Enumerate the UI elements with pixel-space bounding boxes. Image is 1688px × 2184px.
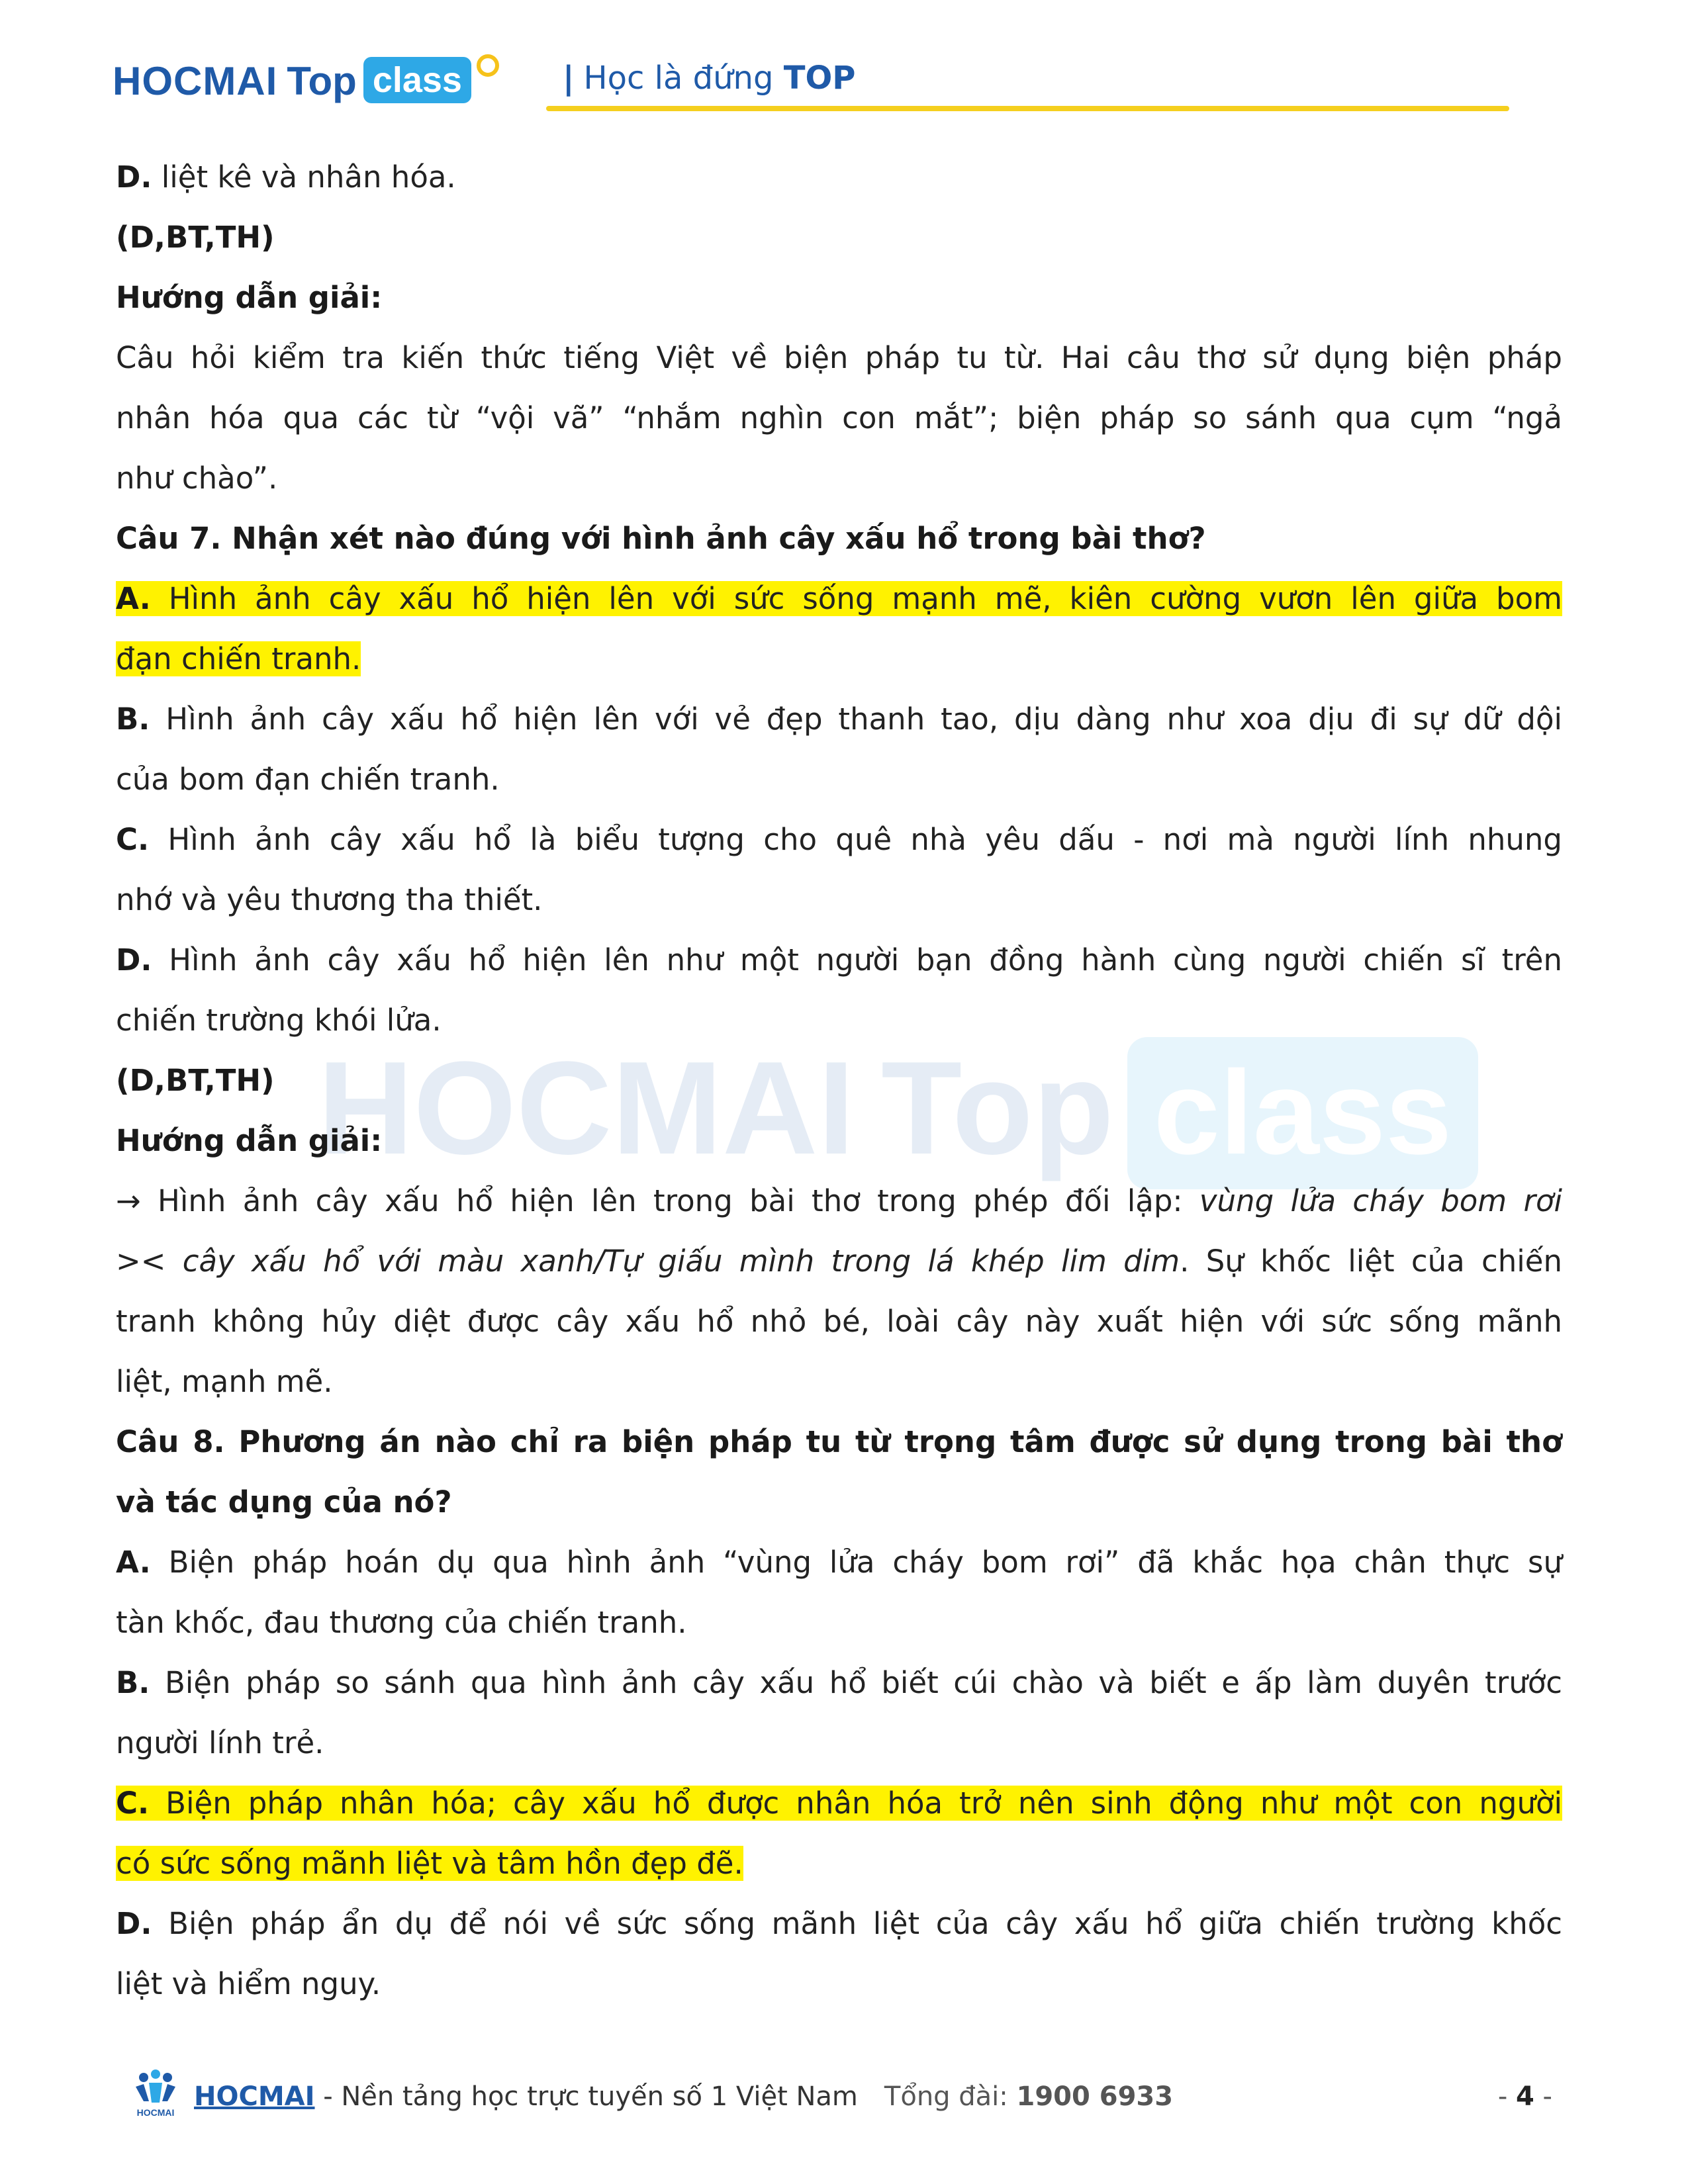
hotline-number: 1900 6933 <box>1016 2081 1174 2112</box>
solution-text: Câu hỏi kiểm tra kiến thức tiếng Việt về biện pháp tu từ. Hai câu thơ sử dụng biện pháp <box>116 340 1562 375</box>
solution-text <box>116 1171 1562 1231</box>
page-number-value: 4 <box>1516 2081 1534 2112</box>
q8-option-a-cont: tàn khốc, đau thương của chiến tranh. <box>116 1605 687 1640</box>
q8-option-b-cont: người lính trẻ. <box>116 1725 324 1760</box>
watermark-hocmai: HOCMAI <box>318 1034 855 1182</box>
option-text: Hình ảnh cây xấu hổ hiện lên với sức sống mạnh mẽ, kiên cường vươn lên giữa bom <box>150 581 1562 616</box>
footer-tagline-text: - Nền tảng học trực tuyến số 1 Việt Nam <box>314 2081 858 2112</box>
page-number-prefix: - <box>1497 2081 1516 2112</box>
option-label: B. <box>116 1665 150 1700</box>
solution-text: tranh không hủy diệt được cây xấu hổ nhỏ bé, loài cây này xuất hiện với sức sống mãnh <box>116 1304 1562 1339</box>
watermark-top: Top <box>881 1034 1114 1182</box>
footer-brand-link[interactable]: HOCMAI <box>194 2081 315 2112</box>
sun-icon <box>477 54 499 77</box>
hocmai-topclass-logo <box>113 58 471 111</box>
q8-option-b <box>116 1653 1562 1713</box>
logo-hocmai-text: HOCMAI <box>113 59 278 103</box>
option-text: có sức sống mãnh liệt và tâm hồn đẹp đẽ. <box>116 1846 743 1881</box>
solution-text: như chào”. <box>116 461 278 496</box>
logo-top-text: Top <box>287 59 357 103</box>
q7-option-a-cont <box>116 629 1562 689</box>
page-header <box>113 40 1509 119</box>
option-label: A. <box>116 1545 151 1580</box>
q7-option-b-cont: của bom đạn chiến tranh. <box>116 762 500 797</box>
option-label: C. <box>116 822 150 857</box>
question-7: Câu 7. Nhận xét nào đúng với hình ảnh cây xấu hổ trong bài thơ? <box>116 521 1206 556</box>
option-text: đạn chiến tranh. <box>116 641 361 676</box>
option-label: D. <box>116 1906 152 1941</box>
option-label: A. <box>116 581 151 616</box>
q7-option-a <box>116 569 1562 629</box>
option-text: Hình ảnh cây xấu hổ hiện lên với vẻ đẹp thanh tao, dịu dàng như xoa dịu đi sự dữ dội <box>150 702 1562 737</box>
difficulty-tag: (D,BT,TH) <box>116 220 275 255</box>
solution-text: nhân hóa qua các từ “vội vã” “nhắm nghìn con mắt”; biện pháp so sánh qua cụm “ngả <box>116 400 1562 435</box>
solution-text-part: → Hình ảnh cây xấu hổ hiện lên trong bài thơ trong phép đối lập: <box>116 1183 1199 1218</box>
watermark-class: class <box>1127 1037 1478 1189</box>
solution-heading: Hướng dẫn giải: <box>116 1123 383 1158</box>
option-d-prev <box>116 147 1562 207</box>
solution-italic-quote: vùng lửa cháy bom rơi <box>1199 1183 1562 1218</box>
logo-class-badge: class <box>363 57 471 103</box>
page-footer <box>129 2068 1552 2128</box>
q8-option-c-cont <box>116 1833 1562 1893</box>
q7-option-d-cont: chiến trường khói lửa. <box>116 1003 442 1038</box>
q8-option-c <box>116 1773 1562 1833</box>
q7-option-c-cont: nhớ và yêu thương tha thiết. <box>116 882 543 917</box>
slogan-text: Học là đứng <box>583 60 774 97</box>
solution-heading: Hướng dẫn giải: <box>116 280 383 315</box>
solution-italic-quote: cây xấu hổ với màu xanh/Tự giấu mình trong lá khép lim dim <box>165 1244 1180 1279</box>
page-number <box>1498 2081 1552 2112</box>
difficulty-tag: (D,BT,TH) <box>116 1063 275 1098</box>
solution-text <box>116 1231 1562 1291</box>
q7-option-d <box>116 930 1562 990</box>
option-label: D. <box>116 942 152 978</box>
solution-text: liệt, mạnh mẽ. <box>116 1364 333 1399</box>
option-text: Biện pháp nhân hóa; cây xấu hổ được nhân hóa trở nên sinh động như một con người <box>149 1786 1562 1821</box>
slogan-top: TOP <box>783 60 856 97</box>
question-8: Câu 8. Phương án nào chỉ ra biện pháp tu từ trọng tâm được sử dụng trong bài thơ <box>116 1424 1562 1459</box>
header-underline <box>546 106 1509 111</box>
hocmai-people-icon <box>129 2068 182 2121</box>
question-8-cont: và tác dụng của nó? <box>116 1484 452 1520</box>
option-text: Biện pháp ẩn dụ để nói về sức sống mãnh liệt của cây xấu hổ giữa chiến trường khốc <box>152 1906 1562 1941</box>
solution-text-part: >< <box>116 1244 166 1279</box>
header-slogan <box>563 60 855 97</box>
q8-option-a <box>116 1532 1562 1592</box>
document-body <box>116 147 1562 2014</box>
q8-option-d <box>116 1893 1562 1954</box>
q7-option-b <box>116 689 1562 749</box>
option-text: Biện pháp so sánh qua hình ảnh cây xấu hổ biết cúi chào và biết e ấp làm duyên trước <box>150 1665 1562 1700</box>
hotline-label: Tổng đài: <box>884 2081 1017 2112</box>
option-text: liệt kê và nhân hóa. <box>152 159 456 195</box>
option-text: Hình ảnh cây xấu hổ là biểu tượng cho quê nhà yêu dấu - nơi mà người lính nhung <box>149 822 1562 857</box>
option-label: B. <box>116 702 150 737</box>
option-text: Biện pháp hoán dụ qua hình ảnh “vùng lửa cháy bom rơi” đã khắc họa chân thực sự <box>150 1545 1562 1580</box>
option-text: Hình ảnh cây xấu hổ hiện lên như một người bạn đồng hành cùng người chiến sĩ trên <box>152 942 1562 978</box>
slogan-divider: | <box>563 60 575 97</box>
footer-icon-caption: HOCMAI <box>136 2107 175 2118</box>
option-label: D. <box>116 159 152 195</box>
q8-option-d-cont: liệt và hiểm nguy. <box>116 1966 381 2001</box>
solution-text-part: . Sự khốc liệt của chiến <box>1180 1244 1563 1279</box>
q7-option-c <box>116 809 1562 870</box>
page-number-suffix: - <box>1534 2081 1552 2112</box>
option-label: C. <box>116 1786 150 1821</box>
footer-tagline <box>194 2081 1173 2112</box>
